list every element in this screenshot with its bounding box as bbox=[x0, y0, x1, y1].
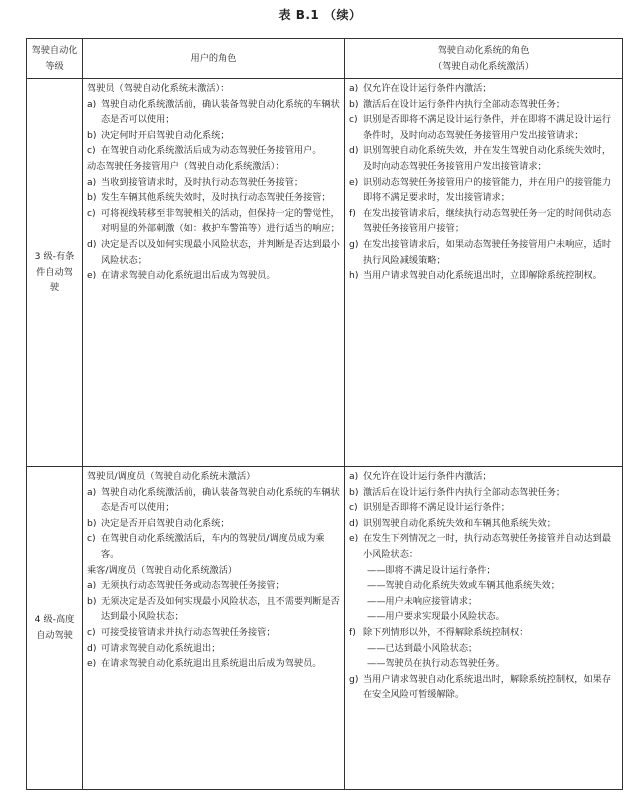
level-3-user-cell bbox=[83, 79, 345, 467]
list-item: a) 驾驶自动化系统激活前，确认装备驾驶自动化系统的车辆状态是否可以使用； bbox=[87, 98, 340, 126]
level-3-system-cell bbox=[345, 79, 623, 467]
subheading: 驾驶员/调度员（驾驶自动化系统未激活） bbox=[87, 471, 256, 482]
subheading: 动态驾驶任务接管用户（驾驶自动化系统激活）： bbox=[87, 160, 285, 172]
list-item: a) 驾驶自动化系统激活前，确认装备驾驶自动化系统的车辆状态是否可以使用； bbox=[87, 486, 340, 514]
automation-role-table bbox=[26, 38, 623, 790]
list-item: b) 发生车辆其他系统失效时，及时执行动态驾驶任务接管； bbox=[87, 192, 331, 204]
header-user-role: 用户的角色 bbox=[83, 39, 345, 79]
list-item: d) 可请求驾驶自动化系统退出； bbox=[87, 642, 221, 654]
table-caption: 表 B.1 （续） bbox=[278, 8, 362, 22]
list-item: b) 决定是否开启驾驶自动化系统； bbox=[87, 517, 230, 529]
dash-item: ——即将不满足设计运行条件； bbox=[367, 564, 496, 576]
list-item: b) 激活后在设计运行条件内执行全部动态驾驶任务； bbox=[349, 486, 566, 498]
list-item: f) 除下列情形以外，不得解除系统控制权： bbox=[349, 626, 529, 638]
list-item: d) 识别驾驶自动化系统失效，并在发生驾驶自动化系统失效时，及时向动态驾驶任务接管用户发出接管请求； bbox=[349, 145, 612, 172]
header-system-title: 驾驶自动化系统的角色 bbox=[437, 44, 530, 56]
list-item: c) 识别是否即将不满足设计运行条件，并在即将不满足设计运行条件时，及时向动态驾驶任务接管用户发出接管请求； bbox=[349, 114, 612, 141]
list-item: f) 在发出接管请求后，继续执行动态驾驶任务一定的时间供动态驾驶任务接管用户接管； bbox=[349, 207, 612, 235]
list-item: h) 当用户请求驾驶自动化系统退出时，立即解除系统控制权。 bbox=[349, 270, 602, 282]
list-item: e) 在请求驾驶自动化系统退出且系统退出后成为驾驶员。 bbox=[87, 658, 322, 670]
list-item: a) 仅允许在设计运行条件内激活； bbox=[349, 471, 492, 482]
list-item: b) 决定何时开启驾驶自动化系统； bbox=[87, 129, 230, 141]
dash-item: ——驾驶员在执行动态驾驶任务。 bbox=[367, 658, 505, 670]
list-item: d) 识别驾驶自动化系统失效和车辆其他系统失效； bbox=[349, 517, 556, 529]
dash-item: ——已达到最小风险状态； bbox=[367, 642, 478, 654]
level-4-user-cell bbox=[83, 467, 345, 790]
list-item: a) 仅允许在设计运行条件内激活； bbox=[349, 83, 492, 94]
subheading: 乘客/调度员（驾驶自动化系统激活） bbox=[87, 564, 238, 576]
list-item: a) 当收到接管请求时，及时执行动态驾驶任务接管； bbox=[87, 176, 304, 188]
list-item: c) 识别是否即将不满足设计运行条件； bbox=[349, 502, 510, 514]
header-row bbox=[27, 39, 623, 79]
list-item: g) 当用户请求驾驶自动化系统退出时，解除系统控制权，如果存在安全风险可暂缓解除。 bbox=[349, 673, 612, 701]
list-item: e) 在发生下列情况之一时，执行动态驾驶任务接管并自动达到最小风险状态： bbox=[349, 533, 612, 560]
level-4-system-cell bbox=[345, 467, 623, 790]
dash-item: ——用户要求实现最小风险状态。 bbox=[367, 611, 505, 623]
level-3-row bbox=[27, 79, 623, 467]
subheading: 驾驶员（驾驶自动化系统未激活）： bbox=[87, 83, 230, 94]
level-4-row bbox=[27, 467, 623, 790]
dash-item: ——驾驶自动化系统失效或车辆其他系统失效； bbox=[367, 580, 560, 592]
level-3-label: 3 级-有条件自动驾驶 bbox=[27, 79, 83, 467]
list-item: c) 在驾驶自动化系统激活后成为动态驾驶任务接管用户。 bbox=[87, 145, 322, 157]
list-item: b) 激活后在设计运行条件内执行全部动态驾驶任务； bbox=[349, 98, 566, 110]
list-item: e) 在请求驾驶自动化系统退出后成为驾驶员。 bbox=[87, 270, 276, 282]
header-level: 驾驶自动化等级 bbox=[27, 39, 83, 79]
list-item: b) 无须决定是否及如何实现最小风险状态，且不需要判断是否达到最小风险状态； bbox=[87, 595, 340, 623]
list-item: d) 决定是否以及如何实现最小风险状态，并判断是否达到最小风险状态； bbox=[87, 238, 340, 266]
header-system-note: （驾驶自动化系统激活） bbox=[432, 60, 535, 72]
dash-item: ——用户未响应接管请求； bbox=[367, 595, 478, 607]
list-item: c) 可接受接管请求并执行动态驾驶任务接管； bbox=[87, 626, 276, 638]
list-item: c) 可将视线转移至非驾驶相关的活动，但保持一定的警觉性，对明显的外部刺激（如：救护车警笛等）进行适当的响应； bbox=[87, 207, 340, 235]
level-4-label: 4 级-高度自动驾驶 bbox=[27, 467, 83, 790]
list-item: a) 无须执行动态驾驶任务或动态驾驶任务接管； bbox=[87, 580, 285, 592]
list-item: g) 在发出接管请求后，如果动态驾驶任务接管用户未响应，适时执行风险减缓策略； bbox=[349, 238, 612, 266]
header-system-role bbox=[345, 39, 623, 79]
list-item: e) 识别动态驾驶任务接管用户的接管能力，并在用户的接管能力即将不满足要求时，发出接管请求； bbox=[349, 176, 612, 204]
list-item: c) 在驾驶自动化系统激活后，车内的驾驶员/调度员成为乘客。 bbox=[87, 533, 325, 560]
